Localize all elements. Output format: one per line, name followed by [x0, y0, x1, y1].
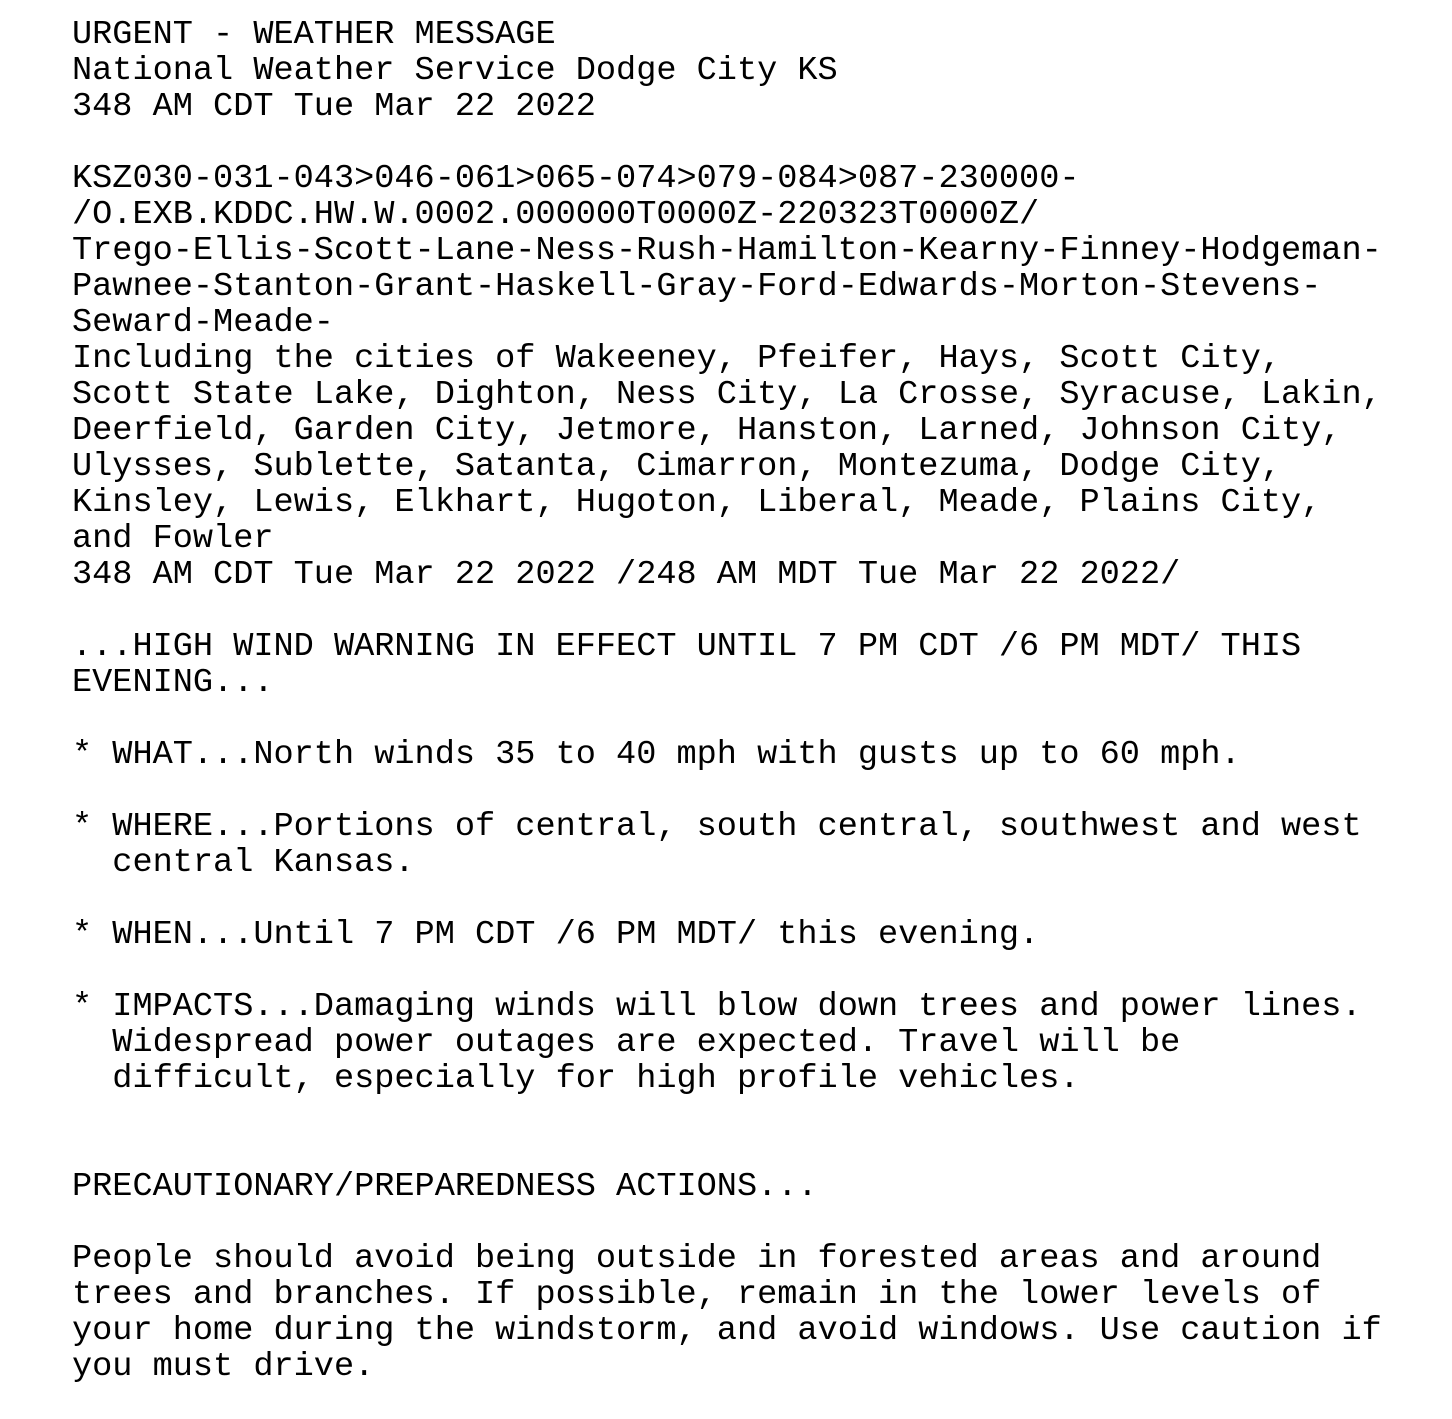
message-line-precautionary-text: People should avoid being outside in forested areas and around: [72, 1240, 1322, 1278]
blank-line: [72, 953, 1382, 989]
blank-line: [72, 1097, 1382, 1133]
message-line-where: * WHERE...Portions of central, south central, southwest and west: [72, 808, 1362, 846]
message-line-cities: Scott State Lake, Dighton, Ness City, La Crosse, Syracuse, Lakin,: [72, 376, 1382, 414]
message-line-when: * WHEN...Until 7 PM CDT /6 PM MDT/ this evening.: [72, 916, 1040, 954]
message-line-precautionary-text: trees and branches. If possible, remain in the lower levels of: [72, 1276, 1322, 1314]
message-line-urgent-header: URGENT - WEATHER MESSAGE: [72, 16, 556, 54]
message-line-precautionary-text: you must drive.: [72, 1348, 375, 1386]
message-line-vtec-code: /O.EXB.KDDC.HW.W.0002.000000T0000Z-220323T0000Z/: [72, 196, 1040, 234]
message-line-local-times: 348 AM CDT Tue Mar 22 2022 /248 AM MDT Tue Mar 22 2022/: [72, 556, 1181, 594]
message-line-precautionary-text: your home during the windstorm, and avoid windows. Use caution if: [72, 1312, 1382, 1350]
blank-line: [72, 1133, 1382, 1169]
blank-line: [72, 593, 1382, 629]
message-line-headline: EVENING...: [72, 664, 274, 702]
blank-line: [72, 773, 1382, 809]
weather-message-document: [72, 17, 1382, 1385]
blank-line: [72, 881, 1382, 917]
message-line-impacts: difficult, especially for high profile vehicles.: [72, 1060, 1080, 1098]
blank-line: [72, 701, 1382, 737]
message-line-cities: and Fowler: [72, 520, 274, 558]
message-line-cities: Including the cities of Wakeeney, Pfeifer, Hays, Scott City,: [72, 340, 1282, 378]
message-line-counties: Pawnee-Stanton-Grant-Haskell-Gray-Ford-Edwards-Morton-Stevens-: [72, 268, 1322, 306]
message-line-headline: ...HIGH WIND WARNING IN EFFECT UNTIL 7 PM CDT /6 PM MDT/ THIS: [72, 628, 1302, 666]
message-line-impacts: Widespread power outages are expected. Travel will be: [72, 1024, 1181, 1062]
message-line-where: central Kansas.: [72, 844, 415, 882]
message-line-cities: Kinsley, Lewis, Elkhart, Hugoton, Liberal, Meade, Plains City,: [72, 484, 1322, 522]
message-line-what: * WHAT...North winds 35 to 40 mph with gusts up to 60 mph.: [72, 736, 1241, 774]
message-line-issuing-office: National Weather Service Dodge City KS: [72, 52, 838, 90]
blank-line: [72, 125, 1382, 161]
message-line-zone-codes: KSZ030-031-043>046-061>065-074>079-084>087-230000-: [72, 160, 1080, 198]
blank-line: [72, 1205, 1382, 1241]
message-line-impacts: * IMPACTS...Damaging winds will blow down trees and power lines.: [72, 988, 1362, 1026]
message-line-issue-time: 348 AM CDT Tue Mar 22 2022: [72, 88, 596, 126]
message-line-cities: Ulysses, Sublette, Satanta, Cimarron, Montezuma, Dodge City,: [72, 448, 1282, 486]
message-line-precautionary-heading: PRECAUTIONARY/PREPAREDNESS ACTIONS...: [72, 1168, 818, 1206]
message-line-counties: Trego-Ellis-Scott-Lane-Ness-Rush-Hamilton-Kearny-Finney-Hodgeman-: [72, 232, 1382, 270]
message-line-counties: Seward-Meade-: [72, 304, 334, 342]
message-line-cities: Deerfield, Garden City, Jetmore, Hanston, Larned, Johnson City,: [72, 412, 1342, 450]
